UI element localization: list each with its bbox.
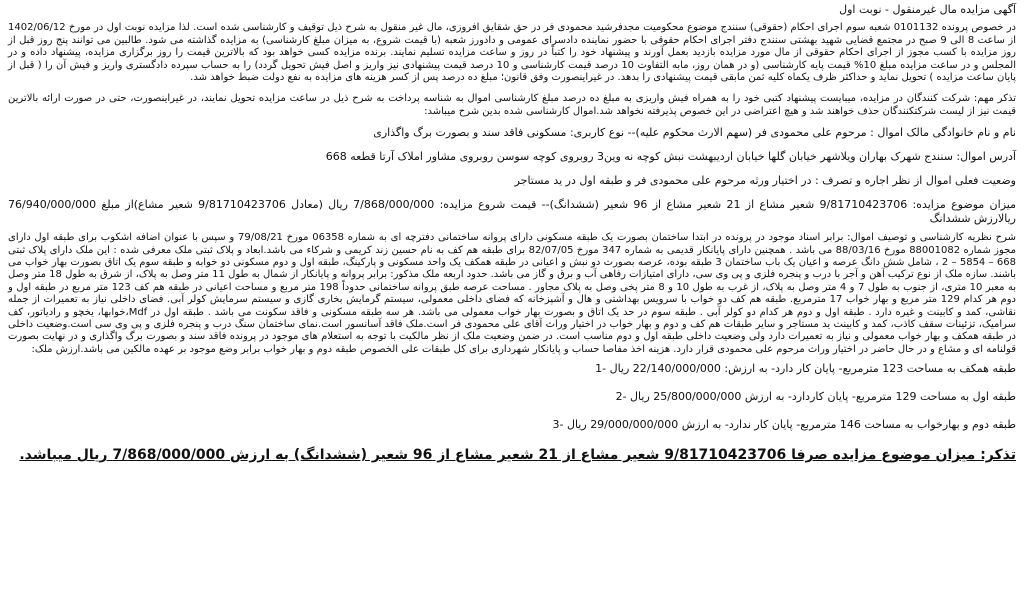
floor-valuation-item: طبقه همکف به مساحت 123 مترمربع- پایان کار دارد- به ارزش: 22/140/000/000 ریال -1 bbox=[595, 362, 1016, 376]
owner-field: نام و نام خانوادگی مالک اموال : مرحوم علی محمودی فر (سهم الارث محکوم علیه)-- نوع کاربری: مسکونی فاقد سند و بصورت برگ واگذاری bbox=[373, 126, 1016, 140]
address-field: آدرس اموال: سنندج شهرک بهاران ویلاشهر خیابان گلها خیابان اردیبهشت نبش کوچه نه وین3 روبروی کوچه سوسن روبروی مشاور املاک آرتا قطعه 668 bbox=[325, 150, 1016, 164]
page-title: آگهی مزایده مال غیرمنقول - نوبت اول bbox=[839, 3, 1016, 16]
occupancy-status-field: وضعیت فعلی اموال از نظر اجاره و تصرف : در اختیار ورثه مرحوم علی محمودی فر و طبقه اول در ید مستاجر bbox=[514, 174, 1016, 188]
floor-valuation-item: طبقه دوم و بهارخواب به مساحت 146 مترمربع- پایان کار ندارد- به ارزش 29/000/000/000 ریال -3 bbox=[552, 418, 1016, 432]
important-notice-paragraph: تذکر مهم: شرکت کنندگان در مزایده، میبایست پیشنهاد کتبی خود را به همراه فیش واریزی به مبلغ ده درصد مبلغ کارشناسی اموال به شناسه پرداخت به شرح ذیل در ساعت مزایده تحویل نمایند، در غیراینصورت، حتی در صورت ارائه بالاترین قیمت نیز از لیست شرکتکنندگان حذف خواهند شد و هیچ اعتراضی در این خصوص پذیرفته نخواهد شد.اموال کارشناسی شده بدین شرح میباشد: bbox=[8, 92, 1016, 117]
intro-paragraph: در خصوص پرونده 0101132 شعبه سوم اجرای احکام (حقوقی) سنندج موضوع محکومیت مجدفرشید محمودی فر در حق شقایق افروزی، مال غیر منقول به شرح ذیل توقیف و کارشناسی شده است. لذا مزایده نوبت اول در مورخ 1402/06/12 از ساعت 8 الی 9 صبح در مجتمع قضایی شهید بهشتی سنندج دفتر اجرای احکام حقوقی با حضور نماینده دادسرای عمومی و دادورز شعبه (با قیمت شروع، به میزان مبلغ کارشناسی) به مزایده گذاشته می شود. طالبین می توانند پنج روز قبل از روز مزایده با کسب مجوز از اجرای احکام حقوقی از مال مورد مزایده بازدید بعمل آورند و پیشنهاد خود را کتباً در روز و ساعت مزایده تسلیم نمایند. برنده مزایده کسی خواهد بود که بالاترین قیمت را روز برگزاری مزایده، پیشنهاد داده و در المجلس و در ساعت مزایده مبلغ 10% قیمت پایه کارشناسی (و در همان روز، مابه التفاوت 10 درصد قیمت کارشناسی و 10 درصد قیمت پیشنهادی نیز واریز و اصل فیش تحویل گردد) را به حساب سپرده دادگستری واریز و فیش آن را ( قبل از پایان ساعت مزایده ) تحویل نماید و حداکثر ظرف یکماه کلیه ثمن مابقی قیمت پیشنهادی را بدهد. در غیراینصورت وفق قانون؛ مبلغ ده درصد پس از کسر هزینه های مزایده به نفع دولت ضبط خواهد شد. bbox=[8, 22, 1017, 84]
floor-valuation-item: طبقه اول به مساحت 129 مترمربع- پایان کاردارد- به ارزش 25/800/000/000 ریال -2 bbox=[615, 390, 1016, 404]
auction-share-field: میزان موضوع مزایده: 9/81710423706 شعیر مشاع از 21 شعیر مشاع از 96 شعیر (ششدانگ)-- قیمت شروع مزایده: 7/868/000/000 ریال (معادل 9/81710423706 شعیر مشاع)از مبلغ 76/940/000/000 ریالارزش ششدانگ bbox=[8, 198, 1016, 226]
expert-description-paragraph: شرح نظریه کارشناسی و توصیف اموال: برابر اسناد موجود در پرونده در ابتدا ساختمان بصورت یک طبقه مسکونی دارای پروانه ساختمانی دفترچه ای به شماره 06358 مورخ 79/08/21 و سپس با عنوان اضافه اشکوب برای طبقه اول دارای مجوز شماره 88001082 مورخ 88/03/16 می باشد . همچنین دارای پایانکار قدیمی به شماره 347 مورخ 82/07/05 برای طبقه هم کف به نام حسین زند کریمی و شرکاء می باشد.ابعاد و پلاک ثبتی ملک معرفی شده : این ملک دارای پلاک ثبتی 668 – 5854 – 2 ، شامل شش دانگ عرصه و اعیان یک باب ساختمان 3 طبقه بوده، عرصه بصورت دو نبش و اعیانی در طبقه همکف یک واحد مسکونی و پارکینگ، طبقه اول و دوم مسکونی دو خوابه و طبقه سوم یک اتاق بصورت بهار خواب می باشند. سازه ملک از نوع ترکیب آهن و آجر با درب و پنجره فلزی و پی وی سی، دارای امتیازات رفاهی آب و برق و گاز می باشد. حدود اربعه ملک مذکور: برابر پروانه و پایانکار از شمال به طول 11 متر وصل به پلاک، از شرق به طول 18 متر وصل به معبر 10 متری، از جنوب به طول 7 و 4 متر وصل به پلاک، از غرب به طول 10 و 8 متر پخی وصل به پلاک مجاور . مساحت عرصه طبق پروانه ساختمانی حدوداً 198 متر مربع و مساحت اعیانی در طبقه هم کف 123 متر مربع در طبقه اول و دوم هر کدام 129 متر مربع و بهار خواب 17 مترمربع. طبقه هم کف دو خواب با سرویس بهداشتی و هال و آشپزخانه که فضای داخلی معمولی، سیستم گرمایش بخاری گازی و سیستم سرمایش کولر آبی. فضای داخلی نیاز به تعمیرات از جمله نقاشی، کمد و کابینت و غیره دارد . طبقه اول و دوم هر کدام دو کولر آبی . طبقه سوم در حد یک اتاق و بصورت بهار خواب معمولی می باشد. هر سه طبقه مسکونی و فاقد سکونت می باشد . طبقه اول در Mdf،خوابها، یخچو و رادیاتور، کف سرامیک، تزئینات سقف کاذب، کمد و کابینت ید مستاجر و سایر طبقات هم کف و دوم و بهار خواب در اختیار وراث آقای علی محمودی فر است.ملک فاقد آسانسور است.نمای ساختمان سنگ درب و پنجره فلزی و پی وی سی است.وضعیت داخلی در طبقه همکف و بهار خواب معمولی و نیاز به تعمیرات دارد ولی وضعیت داخلی طبقه اول و دوم مناسب است. در ضمن وضعیت ملک از نظر مالکیت با توجه به استعلام های موجود در پرونده فاقد سند و بصورت برگ واگذاری و در نهایت بصورت قولنامه ای و مشاع و در حال حاضر در اختیار وراث مرحوم علی محمودی قرار دارد. هزینه اخذ مفاصا حساب و پایانکار شهرداری برای کل طبقات علی الخصوص طبقه دوم و بهار خواب برابر وضع موجود بر عهده مالکین می باشد.ارزش ملک: bbox=[8, 232, 1017, 355]
footer-note: تذکر: میزان موضوع مزایده صرفا 9/81710423706 شعیر مشاع از 21 شعیر مشاع از 96 شعیر (ششدانگ) به ارزش 7/868/000/000 ریال میباشد. bbox=[19, 447, 1016, 464]
